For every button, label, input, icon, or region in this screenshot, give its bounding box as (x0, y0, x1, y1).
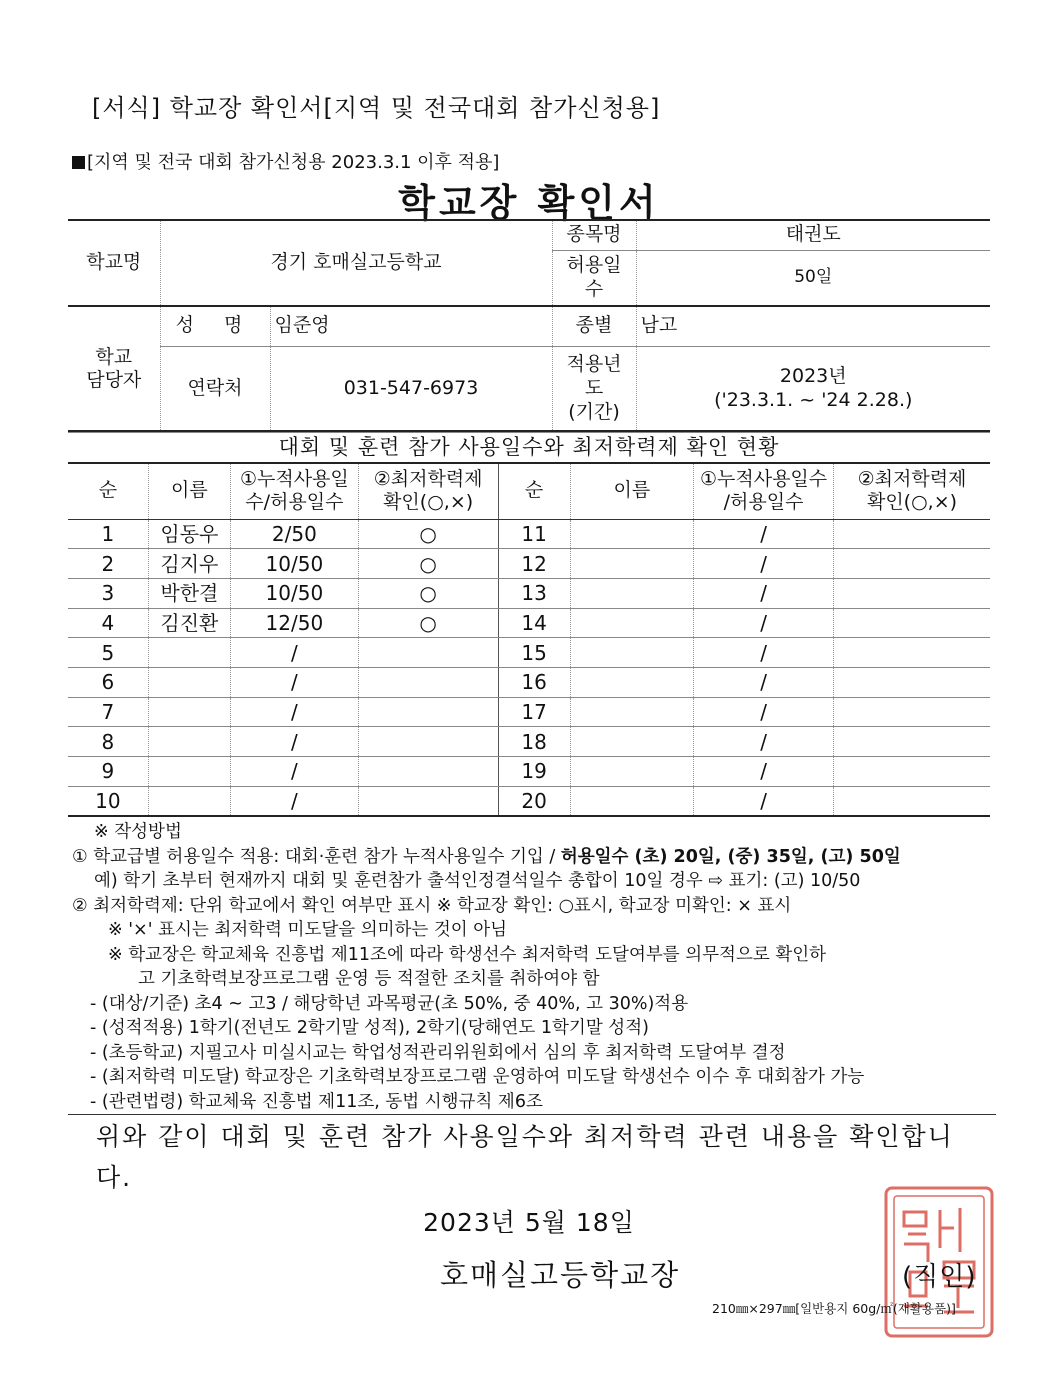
row-name: 김진환 (148, 608, 230, 638)
table-row (68, 786, 990, 816)
type-label: 종별 (552, 306, 636, 346)
row-number: 7 (68, 697, 148, 727)
header-academic: ②최저학력제 확인(○,×) (358, 463, 498, 519)
row-number: 2 (68, 549, 148, 579)
row-days: / (694, 697, 834, 727)
header-name-2: 이름 (570, 463, 693, 519)
row-name (570, 549, 693, 579)
allowed-days-label: 허용일 수 (552, 250, 636, 306)
note-2-b: ※ 학교장은 학교체육 진흥법 제11조에 따라 학생선수 최저학력 도달여부를 의무적으로 확인하 (108, 944, 827, 965)
header-days: ①누적사용일 수/허용일수 (231, 463, 359, 519)
form-label (92, 88, 660, 123)
row-number: 8 (68, 727, 148, 757)
row-check (834, 786, 990, 816)
form-label-text: 학교장 확인서[지역 및 전국대회 참가신청용] (169, 94, 661, 122)
row-number: 10 (68, 786, 148, 816)
row-name (570, 757, 693, 787)
period-label: 적용년 도 (기간) (552, 346, 636, 432)
row-name (148, 786, 230, 816)
row-number: 12 (498, 549, 570, 579)
row-number: 19 (498, 757, 570, 787)
period-range: ('23.3.1. ~ '24 2.28.) (714, 389, 913, 411)
note-dash-1: - (대상/기준) 초4 ~ 고3 / 해당학년 과목평균(초 50%, 중 40%, 고 30%)적용 (90, 993, 689, 1014)
table-row (68, 757, 990, 787)
table-row (68, 727, 990, 757)
period-value (636, 346, 990, 432)
table-row (68, 519, 990, 549)
table-row (68, 638, 990, 668)
row-name: 김지우 (148, 549, 230, 579)
row-days: / (694, 638, 834, 668)
row-check (834, 549, 990, 579)
row-check (358, 786, 498, 816)
note-dash-4: - (최저학력 미도달) 학교장은 기초학력보장프로그램 운영하여 미도달 학생선수 이수 후 대회참가 가능 (90, 1067, 865, 1087)
header-name: 이름 (148, 463, 230, 519)
row-check (834, 578, 990, 608)
participants-table (68, 430, 990, 817)
row-name (570, 667, 693, 697)
row-check (834, 727, 990, 757)
header-no-2: 순 (498, 463, 570, 519)
row-check (358, 757, 498, 787)
row-days: / (694, 757, 834, 787)
signature-date: 2023년 5월 18일 (423, 1208, 635, 1237)
row-days: / (694, 667, 834, 697)
row-name: 임동우 (148, 519, 230, 549)
note-2-a: ※ '×' 표시는 최저학력 미도달을 의미하는 것이 아님 (108, 920, 508, 940)
row-number: 6 (68, 667, 148, 697)
contact-value: 031-547-6973 (270, 346, 552, 432)
row-number: 20 (498, 786, 570, 816)
note-2-b-cont: 고 기초학력보장프로그램 운영 등 적절한 조치를 취하여야 함 (138, 969, 600, 989)
row-name (148, 638, 230, 668)
row-days: / (231, 667, 359, 697)
note-2: ② 최저학력제: 단위 학교에서 확인 여부만 표시 ※ 학교장 확인: ○표시, 학교장 미확인: × 표시 (72, 895, 792, 916)
row-name (570, 786, 693, 816)
school-name-label: 학교명 (68, 220, 160, 306)
table-row (68, 578, 990, 608)
row-number: 13 (498, 578, 570, 608)
row-days: / (231, 638, 359, 668)
row-days: / (231, 757, 359, 787)
note-1-example: 예) 학기 초부터 현재까지 대회 및 훈련참가 출석인정결석일수 총합이 10일 경우 ⇨ 표기: (고) 10/50 (94, 871, 861, 891)
row-check (834, 697, 990, 727)
row-check: ○ (358, 608, 498, 638)
row-check (834, 519, 990, 549)
row-check: ○ (358, 578, 498, 608)
row-days: / (694, 519, 834, 549)
row-days: / (231, 697, 359, 727)
row-name (148, 667, 230, 697)
row-number: 16 (498, 667, 570, 697)
allowed-days-value: 50일 (636, 250, 990, 306)
row-name (148, 757, 230, 787)
square-bullet-icon (72, 156, 85, 169)
row-days: 10/50 (231, 549, 359, 579)
row-name (570, 638, 693, 668)
note-dash-5: - (관련법령) 학교체육 진흥법 제11조, 동법 시행규칙 제6조 (90, 1091, 543, 1112)
sub-header-text: [지역 및 전국 대회 참가신청용 2023.3.1 이후 적용] (87, 152, 500, 173)
table-row (68, 549, 990, 579)
participants-caption: 대회 및 훈련 참가 사용일수와 최저학력제 확인 현황 (68, 431, 990, 463)
row-days: / (694, 608, 834, 638)
row-days: 12/50 (231, 608, 359, 638)
row-name (570, 519, 693, 549)
school-name-value: 경기 호매실고등학교 (160, 220, 552, 306)
row-check (358, 638, 498, 668)
row-check (834, 608, 990, 638)
row-number: 3 (68, 578, 148, 608)
row-number: 4 (68, 608, 148, 638)
note-dash-3: - (초등학교) 지필고사 미실시교는 학업성적관리위원회에서 심의 후 최저학력 도달여부 결정 (90, 1042, 786, 1063)
type-value: 남고 (636, 306, 990, 346)
row-check (834, 757, 990, 787)
table-row (68, 667, 990, 697)
sport-value: 태권도 (636, 220, 990, 250)
row-days: / (694, 786, 834, 816)
school-info-table (68, 219, 990, 433)
form-label-prefix: [서식] (92, 94, 162, 122)
instructions (72, 820, 992, 1114)
page-title: 학교장 확인서 (398, 181, 660, 225)
name-value: 임준영 (270, 306, 552, 346)
contact-label: 연락처 (160, 346, 270, 432)
row-number: 15 (498, 638, 570, 668)
row-name (570, 727, 693, 757)
manager-label: 학교 담당자 (68, 306, 160, 432)
row-days: / (694, 727, 834, 757)
notes-heading: ※ 작성방법 (94, 822, 182, 842)
row-name (570, 608, 693, 638)
paper-spec: 210㎜×297㎜[일반용지 60g/㎡(재활용품)] (712, 1301, 956, 1316)
row-number: 14 (498, 608, 570, 638)
row-check (358, 727, 498, 757)
row-name (148, 697, 230, 727)
header-days-2: ①누적사용일수 /허용일수 (694, 463, 834, 519)
row-days: / (231, 786, 359, 816)
seal-label: (직인) (902, 1262, 977, 1292)
table-row (68, 608, 990, 638)
note-1: ① 학교급별 허용일수 적용: 대회·훈련 참가 누적사용일수 기입 / 허용일수 (초) 20일, (중) 35일, (고) 50일 (72, 846, 901, 867)
row-number: 18 (498, 727, 570, 757)
row-days: / (694, 578, 834, 608)
row-check (834, 667, 990, 697)
period-year: 2023년 (779, 365, 847, 388)
divider (68, 1114, 996, 1115)
table-row (68, 697, 990, 727)
row-days: / (231, 727, 359, 757)
confirmation-text: 위와 같이 대회 및 훈련 참가 사용일수와 최저학력 관련 내용을 확인합니다. (96, 1122, 954, 1192)
sport-label: 종목명 (552, 220, 636, 250)
row-name (148, 727, 230, 757)
row-number: 11 (498, 519, 570, 549)
row-number: 17 (498, 697, 570, 727)
header-no: 순 (68, 463, 148, 519)
row-days: 2/50 (231, 519, 359, 549)
signer-name: 호매실고등학교장 (440, 1258, 681, 1292)
row-check (358, 667, 498, 697)
row-number: 9 (68, 757, 148, 787)
row-name: 박한결 (148, 578, 230, 608)
row-days: 10/50 (231, 578, 359, 608)
row-check (834, 638, 990, 668)
row-check (358, 697, 498, 727)
row-name (570, 578, 693, 608)
row-name (570, 697, 693, 727)
header-academic-2: ②최저학력제 확인(○,×) (834, 463, 990, 519)
sub-header (72, 148, 499, 174)
row-number: 1 (68, 519, 148, 549)
name-label: 성 명 (160, 306, 270, 346)
note-dash-2: - (성적적용) 1학기(전년도 2학기말 성적), 2학기(당해연도 1학기말 성적) (90, 1018, 649, 1038)
row-days: / (694, 549, 834, 579)
row-number: 5 (68, 638, 148, 668)
row-check: ○ (358, 519, 498, 549)
row-check: ○ (358, 549, 498, 579)
